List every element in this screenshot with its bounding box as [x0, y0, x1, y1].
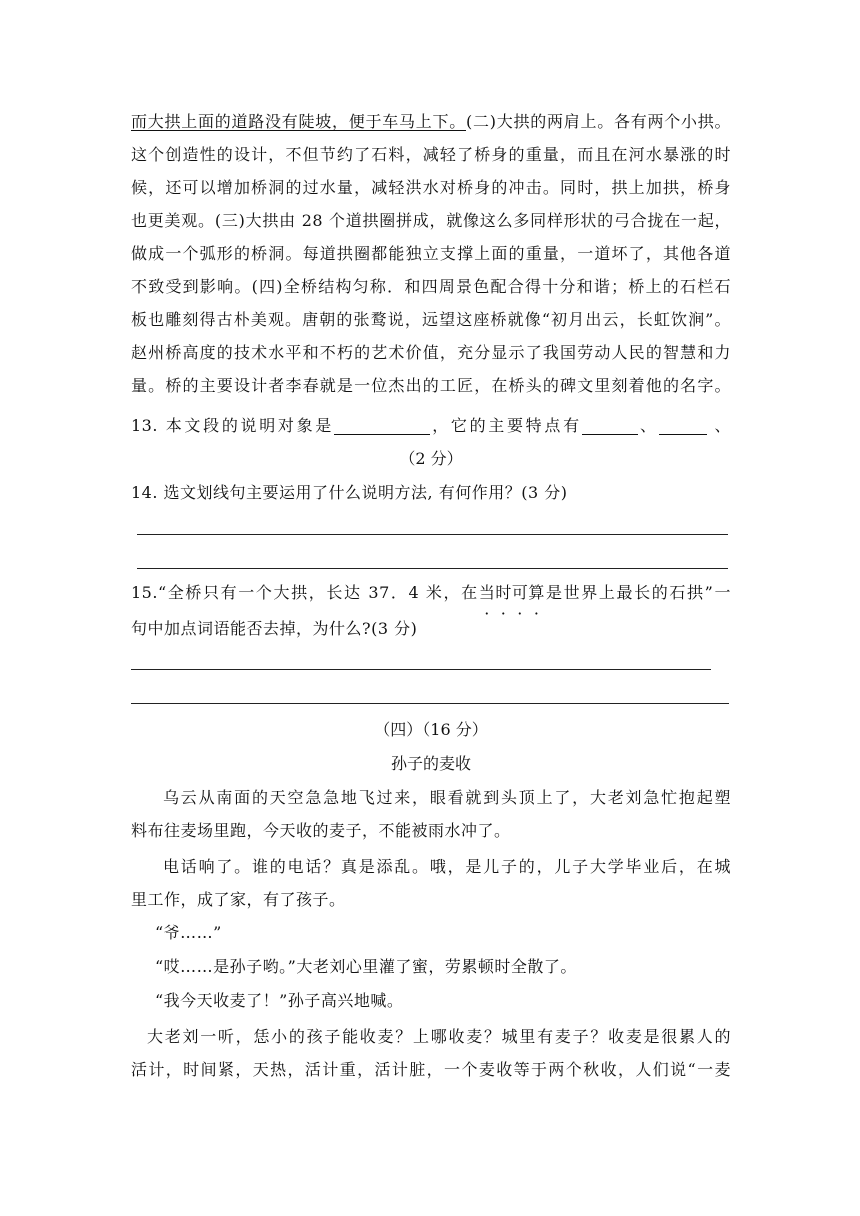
passage-line-5: 做成一个弧形的桥洞。每道拱圈都能独立支撑上面的重量，一道坏了，其他各道	[131, 244, 731, 263]
dotted-char-3: 可	[511, 583, 529, 602]
passage-line-1	[131, 105, 731, 138]
q15-answer-line-1[interactable]	[131, 669, 711, 670]
passage-line-6: 不致受到影响。(四)全桥结构匀称．和四周景色配合得十分和谐；桥上的石栏石	[131, 277, 731, 296]
passage-line-9: 量。桥的主要设计者李春就是一位杰出的工匠，在桥头的碑文里刻着他的名字。	[131, 376, 731, 395]
q13-answer-blank-feature-2[interactable]	[659, 416, 707, 435]
q13-answer-blank-object[interactable]	[334, 416, 430, 435]
q15-answer-line-2[interactable]	[131, 703, 729, 704]
dotted-char-1: 当	[478, 583, 496, 602]
dialogue-3: “我今天收麦了！”孙子高兴地喊。	[155, 991, 404, 1010]
dotted-char-2: 时	[495, 583, 512, 602]
q15-before: 15.“全桥只有一个大拱，长达 37．4 米，在	[131, 583, 479, 602]
q13-prompt: 13. 本文段的说明对象是	[131, 416, 334, 435]
para-3-line-1: 大老刘一听，恁小的孩子能收麦？上哪收麦？城里有麦子？收麦是很累人的	[147, 1027, 731, 1046]
q13-prompt-2: ，它的主要特点有	[430, 416, 582, 435]
passage-line-2: 这个创造性的设计，不但节约了石料，减轻了桥身的重量，而且在河水暴涨的时	[131, 145, 731, 164]
question-15-line-2: 句中加点词语能否去掉，为什么?(3 分)	[131, 619, 418, 638]
para-2-line-1: 电话响了。谁的电话？真是添乱。哦，是儿子的，儿子大学毕业后，在城	[163, 857, 731, 876]
passage-line-4: 也更美观。(三)大拱由 28 个道拱圈拼成，就像这么多同样形状的弓合拢在一起，	[131, 211, 731, 230]
passage-line-7: 板也雕刻得古朴美观。唐朝的张鹜说，远望这座桥就像“初月出云，长虹饮涧”。	[131, 310, 731, 329]
q13-score: （2 分）	[399, 449, 463, 468]
passage-line-1-rest: (二)大拱的两肩上。各有两个小拱。	[466, 112, 731, 131]
article-title: 孙子的麦收	[390, 754, 471, 773]
para-1-line-1: 乌云从南面的天空急急地飞过来，眼看就到头顶上了，大老刘急忙抱起塑	[163, 788, 731, 807]
dotted-char-4: 算	[528, 583, 545, 602]
para-3-line-2: 活计，时间紧，天热，活计重，活计脏，一个麦收等于两个秋收，人们说“一麦	[131, 1060, 731, 1079]
q13-sep-2: 、	[714, 416, 731, 435]
para-2-line-2: 里工作，成了家，有了孩子。	[131, 890, 346, 909]
passage-line-3: 候，还可以增加桥洞的过水量，减轻洪水对桥身的冲击。同时，拱上加拱，桥身	[131, 178, 731, 197]
dialogue-1: “爷……”	[155, 923, 222, 942]
q13-answer-blank-feature-1[interactable]	[582, 416, 638, 435]
q13-sep-1: 、	[637, 416, 659, 435]
question-15-line-1	[131, 576, 731, 609]
q15-after: 是世界上最长的石拱”一	[544, 583, 731, 602]
question-13	[131, 409, 731, 442]
dialogue-2: “哎……是孙子哟。”大老刘心里灌了蜜，劳累顿时全散了。	[155, 957, 577, 976]
para-1-line-2: 料布往麦场里跑，今天收的麦子，不能被雨水冲了。	[131, 821, 511, 840]
underlined-sentence: 而大拱上面的道路没有陡坡，便于车马上下。	[131, 112, 466, 131]
question-14: 14. 选文划线句主要运用了什么说明方法, 有何作用？(3 分)	[131, 483, 568, 502]
q14-answer-line-1[interactable]	[137, 534, 728, 535]
section-4-heading: （四）（16 分）	[374, 720, 488, 739]
passage-line-8: 赵州桥高度的技术水平和不朽的艺术价值，充分显示了我国劳动人民的智慧和力	[131, 343, 731, 362]
q14-answer-line-2[interactable]	[137, 568, 728, 569]
